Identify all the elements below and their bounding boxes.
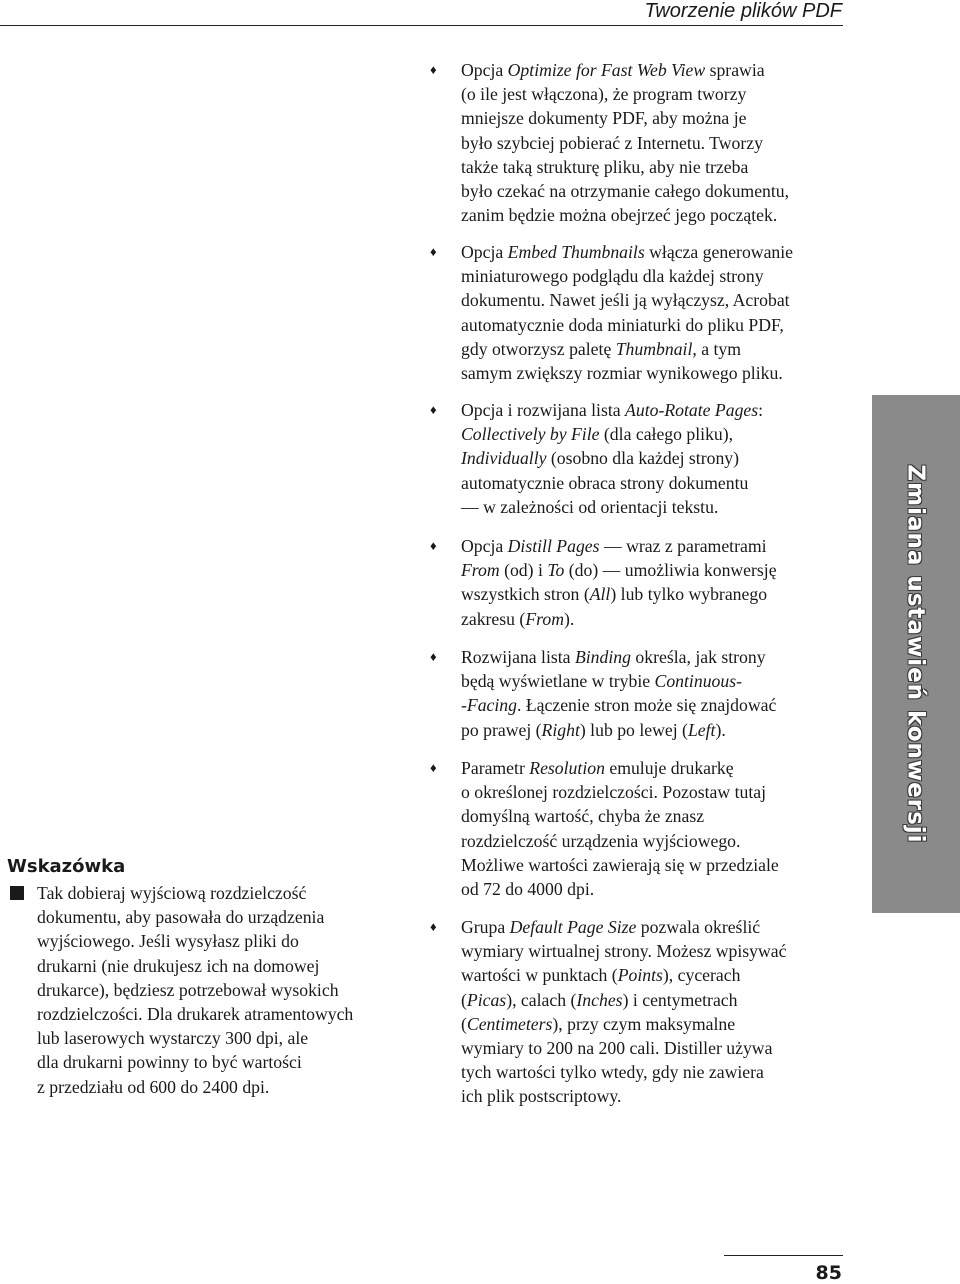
text-line: (Picas), calach (Inches) i centymetrach	[461, 989, 738, 1010]
tip-text-line: z przedziału od 600 do 2400 dpi.	[37, 1076, 270, 1097]
text-line: Collectively by File (dla całego pliku),	[461, 424, 734, 445]
diamond-bullet-icon: ♦	[430, 919, 437, 934]
text-line: (Centimeters), przy czym maksymalne	[461, 1013, 736, 1034]
page-number: 85	[815, 1262, 842, 1284]
text-line: było czekać na otrzymanie całego dokumentu,	[461, 181, 790, 201]
text-line: wymiary to 200 na 200 cali. Distiller używa	[461, 1038, 773, 1058]
diamond-bullet-icon: ♦	[430, 244, 437, 259]
text-line: ich plik postscriptowy.	[461, 1086, 622, 1107]
tip-text-line: dokumentu, aby pasowała do urządzenia	[37, 907, 325, 928]
tip-text-line: Tak dobieraj wyjściową rozdzielczość	[37, 883, 307, 903]
text-line: -Facing. Łączenie stron może się znajdować	[461, 695, 777, 716]
text-line: Opcja Distill Pages — wraz z parametrami	[461, 536, 767, 556]
tip-text-line: rozdzielczości. Dla drukarek atramentowych	[37, 1004, 354, 1024]
text-line: było szybciej pobierać z Internetu. Tworzy	[461, 132, 763, 153]
chapter-tab-label: Zmiana ustawień konwersji	[903, 464, 929, 844]
text-line: o określonej rozdzielczości. Pozostaw tutaj	[461, 782, 767, 803]
text-line: gdy otworzysz paletę Thumbnail, a tym	[461, 338, 742, 359]
text-line: wymiary wirtualnej strony. Możesz wpisywać	[461, 941, 787, 962]
text-line: tych wartości tylko wtedy, gdy nie zawiera	[461, 1062, 764, 1083]
running-header: Tworzenie plików PDF	[644, 0, 842, 22]
tip-text-line: drukarce), będziesz potrzebował wysokich	[37, 979, 339, 1000]
text-line: Parametr Resolution emuluje drukarkę	[461, 758, 734, 778]
diamond-bullet-icon: ♦	[430, 62, 437, 77]
diamond-bullet-icon: ♦	[430, 760, 437, 775]
text-line: Opcja Optimize for Fast Web View sprawia	[461, 60, 765, 80]
text-line: miniaturowego podglądu dla każdej strony	[461, 266, 764, 287]
text-line: Grupa Default Page Size pozwala określić	[461, 917, 761, 937]
text-line: wartości w punktach (Points), cycerach	[461, 965, 741, 986]
square-bullet-icon	[10, 886, 24, 900]
text-line: automatycznie doda miniaturki do pliku PDF,	[461, 314, 784, 335]
text-line: Individually (osobno dla każdej strony)	[461, 448, 740, 469]
text-line: dokumentu. Nawet jeśli ją wyłączysz, Acrobat	[461, 290, 790, 311]
tip-heading: Wskazówka	[7, 856, 126, 877]
diamond-bullet-icon: ♦	[430, 538, 437, 553]
tip-text-line: wyjściowego. Jeśli wysyłasz pliki do	[37, 931, 299, 952]
text-line: od 72 do 4000 dpi.	[461, 879, 595, 899]
text-line: będą wyświetlane w trybie Continuous-	[461, 671, 742, 692]
text-line: także taką strukturę pliku, aby nie trzeba	[461, 156, 749, 177]
text-line: — w zależności od orientacji tekstu.	[461, 496, 719, 517]
text-line: (o ile jest włączona), że program tworzy	[461, 84, 747, 105]
text-line: zanim będzie można obejrzeć jego początek.	[461, 205, 778, 226]
text-line: Opcja Embed Thumbnails włącza generowanie	[461, 242, 794, 262]
text-line: wszystkich stron (All) lub tylko wybranego	[461, 584, 768, 605]
diamond-bullet-icon: ♦	[430, 649, 437, 664]
text-line: automatycznie obraca strony dokumentu	[461, 472, 749, 493]
text-line: po prawej (Right) lub po lewej (Left).	[461, 719, 726, 740]
header-rule	[0, 25, 843, 26]
text-line: Rozwijana lista Binding określa, jak strony	[461, 647, 766, 667]
text-line: rozdzielczość urządzenia wyjściowego.	[461, 830, 741, 851]
text-line: mniejsze dokumenty PDF, aby można je	[461, 108, 747, 129]
text-line: Opcja i rozwijana lista Auto-Rotate Pages:	[461, 400, 764, 420]
chapter-tab	[872, 395, 960, 913]
text-line: Możliwe wartości zawierają się w przedziale	[461, 854, 779, 875]
text-line: zakresu (From).	[461, 608, 575, 629]
footer-rule	[724, 1255, 843, 1256]
text-line: samym zwiększy rozmiar wynikowego pliku.	[461, 363, 783, 383]
tip-text-line: dla drukarni powinny to być wartości	[37, 1052, 302, 1073]
tip-text-line: lub laserowych wystarczy 300 dpi, ale	[37, 1028, 309, 1049]
tip-text-line: drukarni (nie drukujesz ich na domowej	[37, 955, 320, 976]
text-line: From (od) i To (do) — umożliwia konwersję	[461, 560, 777, 581]
diamond-bullet-icon: ♦	[430, 402, 437, 417]
text-line: domyślną wartość, chyba że znasz	[461, 806, 705, 827]
